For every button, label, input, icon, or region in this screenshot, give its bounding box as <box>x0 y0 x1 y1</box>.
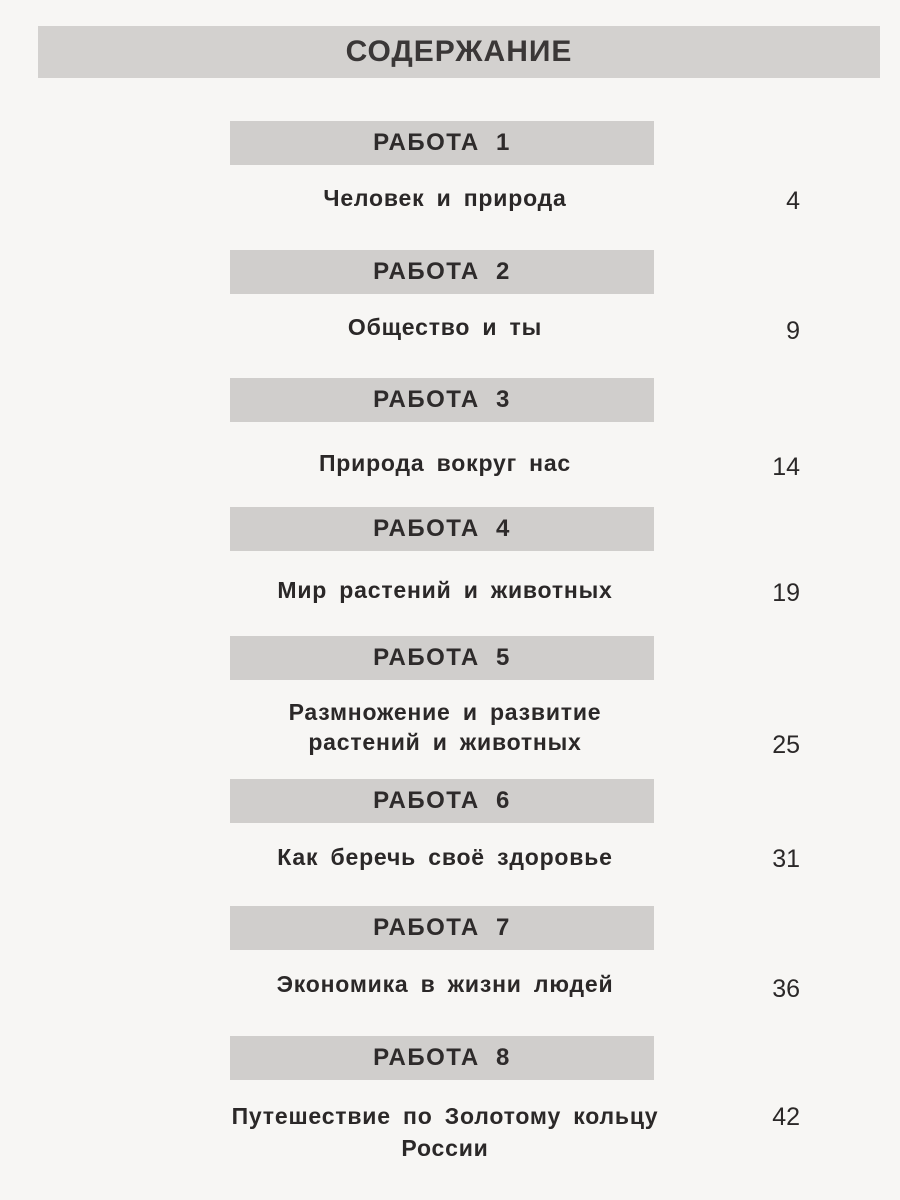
toc-entry-title-line2[interactable]: России <box>401 1135 489 1161</box>
toc-page-number: 19 <box>772 579 800 607</box>
toc-page-number: 36 <box>772 975 800 1003</box>
section-header-7 <box>230 906 654 950</box>
section-header-4 <box>230 507 654 551</box>
section-label: РАБОТА 5 <box>373 644 511 671</box>
section-label: РАБОТА 2 <box>373 258 511 285</box>
toc-entry-title-line1[interactable]: Путешествие по Золотому кольцу <box>231 1103 659 1129</box>
toc-entry-title[interactable]: Мир растений и животных <box>277 577 613 603</box>
section-label: РАБОТА 1 <box>373 129 511 156</box>
section-header-6 <box>230 779 654 823</box>
toc-entry-title-line2[interactable]: растений и животных <box>308 729 582 755</box>
page-title: СОДЕРЖАНИЕ <box>345 35 573 68</box>
toc-entry-title[interactable]: Природа вокруг нас <box>318 450 572 476</box>
toc-page-number: 9 <box>786 317 800 345</box>
toc-entry-title[interactable]: Общество и ты <box>347 314 543 340</box>
toc-page-number: 42 <box>772 1103 800 1131</box>
section-label: РАБОТА 6 <box>373 787 511 814</box>
section-header-8 <box>230 1036 654 1080</box>
section-label: РАБОТА 4 <box>373 515 511 542</box>
toc-entry-title[interactable]: Как беречь своё здоровье <box>277 844 613 870</box>
section-label: РАБОТА 7 <box>373 914 511 941</box>
section-header-5 <box>230 636 654 680</box>
page-title-bar <box>38 26 880 78</box>
section-header-1 <box>230 121 654 165</box>
section-label: РАБОТА 8 <box>373 1044 511 1071</box>
toc-page-number: 31 <box>772 845 800 873</box>
toc-entry-title[interactable]: Экономика в жизни людей <box>276 971 614 997</box>
section-header-3 <box>230 378 654 422</box>
toc-page-number: 25 <box>772 731 800 759</box>
toc-entry-title[interactable]: Человек и природа <box>323 185 567 211</box>
toc-page-number: 4 <box>786 187 800 215</box>
section-header-2 <box>230 250 654 294</box>
toc-page-number: 14 <box>772 453 800 481</box>
section-label: РАБОТА 3 <box>373 386 511 413</box>
toc-entry-title-line1[interactable]: Размножение и развитие <box>288 699 602 725</box>
